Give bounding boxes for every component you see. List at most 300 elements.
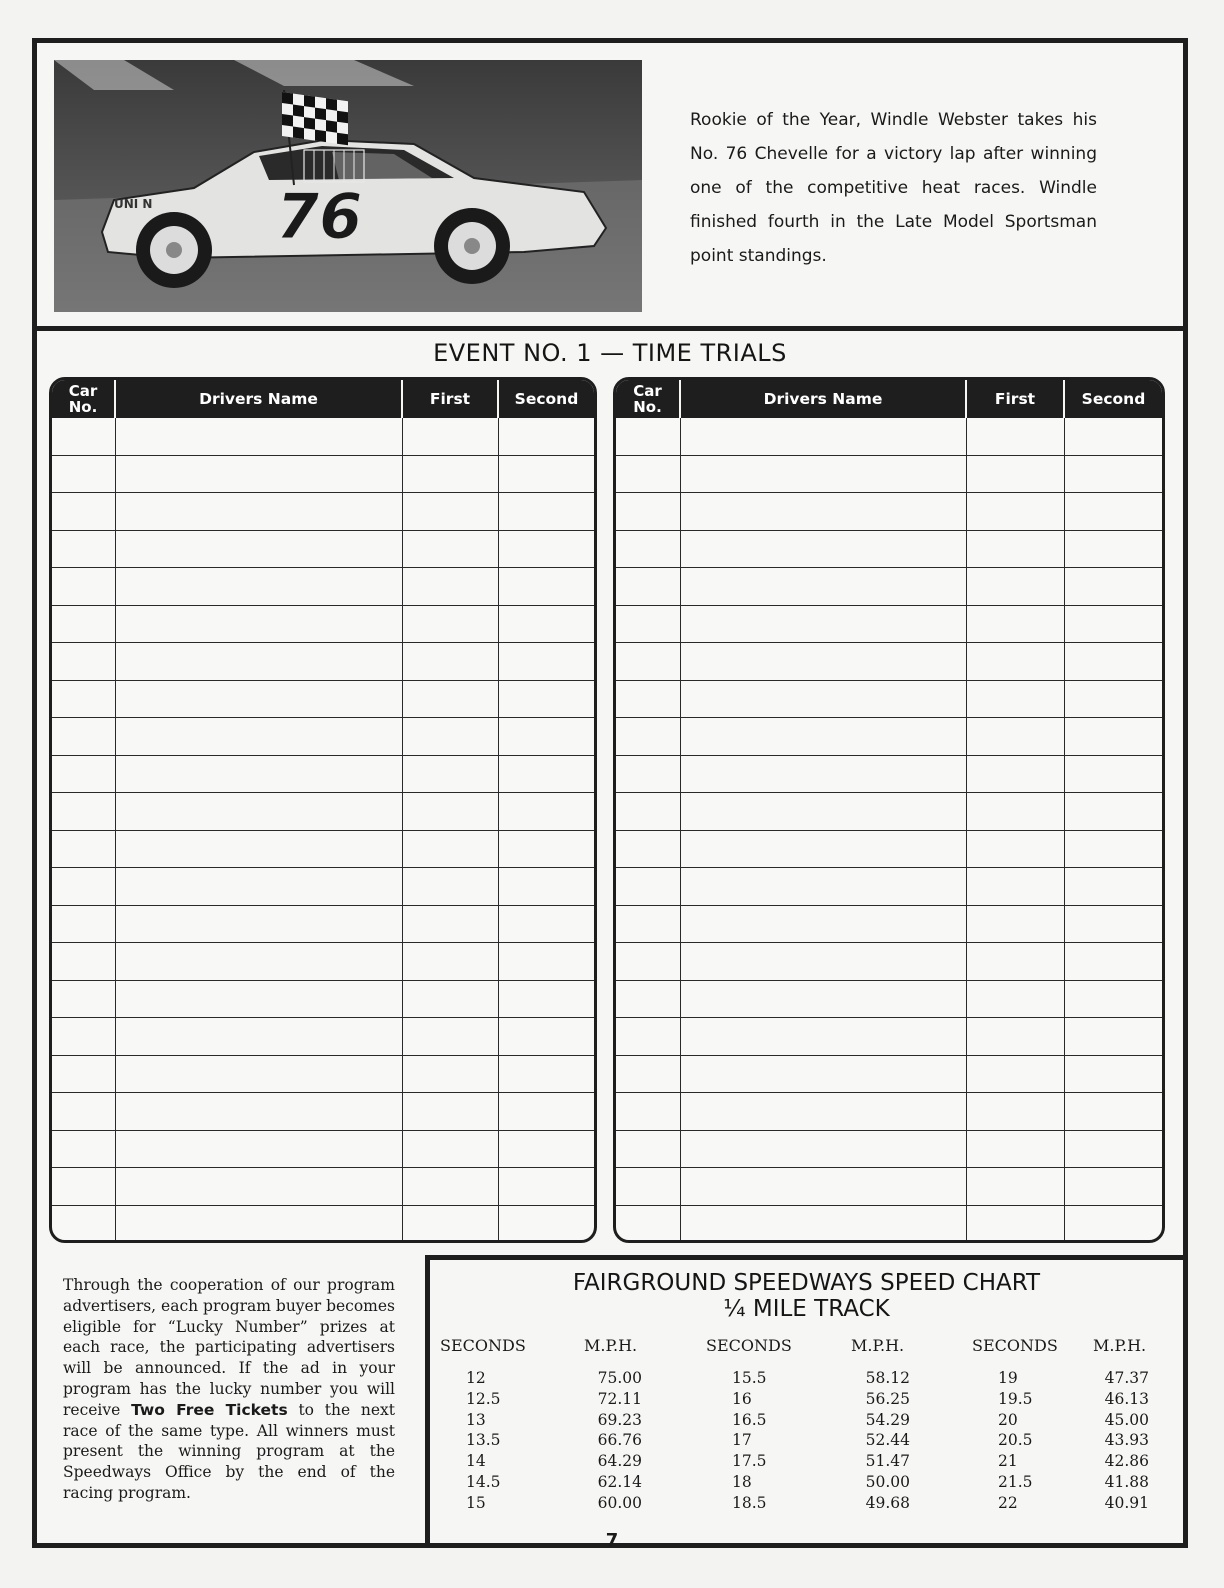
first-cell[interactable]: [967, 681, 1065, 718]
mph-column-1: [590, 1368, 642, 1514]
second-cell[interactable]: [1065, 1168, 1162, 1205]
speed-chart: [425, 1255, 1183, 1543]
car-no-cell[interactable]: [52, 456, 116, 493]
first-cell[interactable]: [403, 868, 499, 905]
table-row: [52, 981, 594, 1019]
car-no-cell[interactable]: [52, 418, 116, 455]
mph-value: 64.29: [597, 1452, 642, 1471]
drivers-name-cell[interactable]: [681, 568, 967, 605]
first-cell[interactable]: [403, 1018, 499, 1055]
drivers-name-cell[interactable]: [681, 718, 967, 755]
second-cell[interactable]: [1065, 943, 1162, 980]
first-cell[interactable]: [403, 568, 499, 605]
drivers-name-cell[interactable]: [681, 1056, 967, 1093]
car-no-cell[interactable]: [52, 643, 116, 680]
mph-value: 41.88: [1104, 1472, 1149, 1491]
first-cell[interactable]: [967, 868, 1065, 905]
table-row: [616, 568, 1162, 606]
time-trials-table-left: [49, 377, 597, 1243]
drivers-name-cell[interactable]: [116, 718, 403, 755]
mph-column-3: [1097, 1368, 1149, 1514]
seconds-value: 19: [998, 1369, 1018, 1387]
mph-value: 66.76: [597, 1431, 642, 1450]
second-cell[interactable]: [1065, 906, 1162, 943]
second-cell[interactable]: [1065, 681, 1162, 718]
drivers-name-cell[interactable]: [116, 1056, 403, 1093]
seconds-value: 17.5: [732, 1452, 767, 1471]
mph-value: 72.11: [597, 1389, 642, 1408]
first-cell[interactable]: [403, 643, 499, 680]
car-no-cell[interactable]: [52, 981, 116, 1018]
header-drivers-name: Drivers Name: [116, 380, 403, 418]
seconds-value: 12.5: [466, 1389, 501, 1408]
car-no-cell[interactable]: [616, 756, 681, 793]
drivers-name-cell[interactable]: [116, 681, 403, 718]
car-no-cell[interactable]: [616, 681, 681, 718]
first-cell[interactable]: [403, 606, 499, 643]
car-no-cell[interactable]: [616, 1018, 681, 1055]
drivers-name-cell[interactable]: [116, 606, 403, 643]
mph-value: 45.00: [1104, 1410, 1149, 1429]
car-no-cell[interactable]: [52, 1018, 116, 1055]
col-mph-header-2: M.P.H.: [851, 1336, 905, 1355]
first-cell[interactable]: [403, 1206, 499, 1244]
table-row: [616, 868, 1162, 906]
second-cell[interactable]: [1065, 1018, 1162, 1055]
first-cell[interactable]: [967, 981, 1065, 1018]
car-no-cell[interactable]: [52, 1093, 116, 1130]
drivers-name-cell[interactable]: [116, 756, 403, 793]
second-cell[interactable]: [499, 1018, 594, 1055]
header-first: First: [967, 380, 1065, 418]
seconds-value: 16: [732, 1389, 752, 1408]
drivers-name-cell[interactable]: [681, 1131, 967, 1168]
first-cell[interactable]: [403, 943, 499, 980]
table-row: [52, 568, 594, 606]
seconds-value: 13.5: [466, 1431, 501, 1450]
car-no-cell[interactable]: [616, 831, 681, 868]
table-row: [616, 756, 1162, 794]
second-cell[interactable]: [499, 1056, 594, 1093]
table-header: [52, 380, 594, 418]
table-row: [616, 793, 1162, 831]
second-cell[interactable]: [1065, 418, 1162, 455]
car-no-cell[interactable]: [616, 643, 681, 680]
car-no-cell[interactable]: [616, 943, 681, 980]
first-cell[interactable]: [967, 756, 1065, 793]
drivers-name-cell[interactable]: [116, 1206, 403, 1244]
mph-value: 52.44: [865, 1431, 910, 1450]
mph-value: 51.47: [865, 1452, 910, 1471]
car-no-cell[interactable]: [616, 606, 681, 643]
table-header: [616, 380, 1162, 418]
mph-value: 50.00: [865, 1472, 910, 1491]
car-no-cell[interactable]: [616, 1206, 681, 1244]
car-no-cell[interactable]: [616, 1168, 681, 1205]
seconds-value: 12: [466, 1369, 486, 1387]
first-cell[interactable]: [403, 793, 499, 830]
table-row: [616, 943, 1162, 981]
car-no-cell[interactable]: [616, 1131, 681, 1168]
table-body: [52, 418, 594, 1243]
second-cell[interactable]: [1065, 1131, 1162, 1168]
drivers-name-cell[interactable]: [681, 1206, 967, 1244]
seconds-value: 21.5: [998, 1472, 1033, 1491]
car-no-cell[interactable]: [616, 868, 681, 905]
first-cell[interactable]: [967, 606, 1065, 643]
drivers-name-cell[interactable]: [681, 606, 967, 643]
second-cell[interactable]: [499, 831, 594, 868]
car-no-cell[interactable]: [52, 756, 116, 793]
first-cell[interactable]: [403, 1168, 499, 1205]
first-cell[interactable]: [403, 1093, 499, 1130]
seconds-column-1: [466, 1368, 501, 1514]
mph-value: 43.93: [1104, 1431, 1149, 1450]
car-no-cell[interactable]: [616, 981, 681, 1018]
drivers-name-cell[interactable]: [116, 568, 403, 605]
first-cell[interactable]: [967, 568, 1065, 605]
first-cell[interactable]: [403, 418, 499, 455]
first-cell[interactable]: [403, 1131, 499, 1168]
first-cell[interactable]: [967, 1056, 1065, 1093]
seconds-value: 13: [466, 1410, 486, 1429]
table-row: [616, 1206, 1162, 1244]
table-row: [52, 456, 594, 494]
col-mph-header-3: M.P.H.: [1093, 1336, 1147, 1355]
col-seconds-header-1: SECONDS: [440, 1336, 526, 1355]
second-cell[interactable]: [499, 906, 594, 943]
second-cell[interactable]: [499, 981, 594, 1018]
first-cell[interactable]: [403, 756, 499, 793]
first-cell[interactable]: [403, 681, 499, 718]
mph-value: 47.37: [1104, 1369, 1149, 1387]
seconds-value: 19.5: [998, 1389, 1033, 1408]
table-row: [616, 493, 1162, 531]
drivers-name-cell[interactable]: [116, 868, 403, 905]
first-cell[interactable]: [967, 456, 1065, 493]
mph-value: 42.86: [1104, 1452, 1149, 1471]
table-row: [616, 643, 1162, 681]
first-cell[interactable]: [967, 1131, 1065, 1168]
mph-value: 60.00: [597, 1493, 642, 1512]
table-row: [52, 531, 594, 569]
seconds-value: 15: [466, 1493, 486, 1512]
mph-value: 62.14: [597, 1472, 642, 1491]
page-frame: [32, 38, 1188, 1548]
seconds-value: 20.5: [998, 1431, 1033, 1450]
second-cell[interactable]: [1065, 456, 1162, 493]
car-no-cell[interactable]: [52, 606, 116, 643]
car-door-text: UNI N: [114, 197, 153, 211]
table-body: [616, 418, 1162, 1243]
race-car-illustration: [54, 60, 642, 312]
seconds-value: 14.5: [466, 1472, 501, 1491]
table-row: [52, 1168, 594, 1206]
drivers-name-cell[interactable]: [681, 756, 967, 793]
first-cell[interactable]: [967, 418, 1065, 455]
first-cell[interactable]: [967, 1206, 1065, 1244]
table-row: [52, 868, 594, 906]
seconds-value: 20: [998, 1410, 1018, 1429]
car-no-cell[interactable]: [52, 943, 116, 980]
second-cell[interactable]: [499, 1206, 594, 1244]
drivers-name-cell[interactable]: [681, 906, 967, 943]
drivers-name-cell[interactable]: [681, 681, 967, 718]
header-car-no: Car No.: [616, 380, 681, 418]
drivers-name-cell[interactable]: [116, 531, 403, 568]
second-cell[interactable]: [1065, 981, 1162, 1018]
drivers-name-cell[interactable]: [681, 943, 967, 980]
drivers-name-cell[interactable]: [116, 906, 403, 943]
first-cell[interactable]: [967, 1093, 1065, 1130]
car-no-cell[interactable]: [616, 568, 681, 605]
seconds-value: 22: [998, 1493, 1018, 1512]
seconds-column-3: [998, 1368, 1033, 1514]
second-cell[interactable]: [499, 531, 594, 568]
car-no-cell[interactable]: [52, 1168, 116, 1205]
drivers-name-cell[interactable]: [116, 981, 403, 1018]
lucky-number-section: [37, 1257, 425, 1543]
header-second: Second: [514, 390, 579, 408]
drivers-name-cell[interactable]: [681, 793, 967, 830]
table-row: [52, 906, 594, 944]
first-cell[interactable]: [967, 1018, 1065, 1055]
first-cell[interactable]: [967, 943, 1065, 980]
header-first: First: [403, 380, 499, 418]
table-row: [616, 981, 1162, 1019]
lucky-number-bold: Two Free Tickets: [131, 1400, 288, 1419]
seconds-value: 14: [466, 1452, 486, 1471]
car-no-cell[interactable]: [616, 531, 681, 568]
car-no-cell[interactable]: [52, 568, 116, 605]
first-cell[interactable]: [403, 493, 499, 530]
drivers-name-cell[interactable]: [116, 418, 403, 455]
table-row: [616, 718, 1162, 756]
table-row: [616, 418, 1162, 456]
mph-value: 69.23: [597, 1410, 642, 1429]
race-car-photo: [54, 60, 642, 312]
first-cell[interactable]: [967, 493, 1065, 530]
first-cell[interactable]: [403, 1056, 499, 1093]
col-mph-header-1: M.P.H.: [584, 1336, 638, 1355]
table-row: [52, 643, 594, 681]
col-seconds-header-3: SECONDS: [972, 1336, 1058, 1355]
first-cell[interactable]: [967, 718, 1065, 755]
second-cell[interactable]: [499, 681, 594, 718]
seconds-value: 16.5: [732, 1410, 767, 1429]
table-row: [616, 1093, 1162, 1131]
car-no-cell[interactable]: [616, 418, 681, 455]
car-no-cell[interactable]: [616, 793, 681, 830]
drivers-name-cell[interactable]: [681, 868, 967, 905]
table-row: [616, 531, 1162, 569]
car-no-cell[interactable]: [52, 681, 116, 718]
seconds-value: 18: [732, 1472, 752, 1491]
mph-value: 54.29: [865, 1410, 910, 1429]
header-second: Second: [1081, 390, 1146, 408]
drivers-name-cell[interactable]: [681, 831, 967, 868]
header-drivers-name: Drivers Name: [681, 380, 967, 418]
first-cell[interactable]: [967, 793, 1065, 830]
mph-column-2: [858, 1368, 910, 1514]
table-row: [52, 1056, 594, 1094]
second-cell[interactable]: [499, 1093, 594, 1130]
drivers-name-cell[interactable]: [681, 1168, 967, 1205]
second-cell[interactable]: [499, 643, 594, 680]
table-row: [52, 681, 594, 719]
second-cell[interactable]: [499, 418, 594, 455]
seconds-value: 18.5: [732, 1493, 767, 1512]
second-cell[interactable]: [1065, 493, 1162, 530]
table-row: [52, 1093, 594, 1131]
second-cell[interactable]: [1065, 831, 1162, 868]
second-cell[interactable]: [499, 868, 594, 905]
car-no-cell[interactable]: [52, 868, 116, 905]
car-no-cell[interactable]: [616, 456, 681, 493]
second-cell[interactable]: [1065, 1206, 1162, 1244]
drivers-name-cell[interactable]: [116, 493, 403, 530]
second-cell[interactable]: [499, 493, 594, 530]
first-cell[interactable]: [967, 643, 1065, 680]
seconds-value: 21: [998, 1452, 1018, 1471]
second-cell[interactable]: [499, 606, 594, 643]
table-row: [52, 1206, 594, 1244]
mph-value: 58.12: [865, 1369, 910, 1387]
table-row: [616, 831, 1162, 869]
seconds-column-2: [732, 1368, 767, 1514]
car-no-cell[interactable]: [52, 906, 116, 943]
header-car-no: Car No.: [52, 380, 116, 418]
table-row: [52, 831, 594, 869]
first-cell[interactable]: [403, 718, 499, 755]
mph-value: 40.91: [1104, 1493, 1149, 1512]
drivers-name-cell[interactable]: [681, 456, 967, 493]
table-row: [616, 1056, 1162, 1094]
table-row: [52, 1131, 594, 1169]
first-cell[interactable]: [967, 831, 1065, 868]
table-row: [616, 906, 1162, 944]
drivers-name-cell[interactable]: [116, 643, 403, 680]
first-cell[interactable]: [967, 531, 1065, 568]
second-cell[interactable]: [1065, 756, 1162, 793]
table-row: [616, 1018, 1162, 1056]
drivers-name-cell[interactable]: [116, 1131, 403, 1168]
table-row: [616, 1168, 1162, 1206]
second-cell[interactable]: [1065, 718, 1162, 755]
table-row: [616, 456, 1162, 494]
car-number-decal: 76: [276, 180, 363, 253]
drivers-name-cell[interactable]: [681, 1018, 967, 1055]
table-row: [52, 606, 594, 644]
seconds-value: 17: [732, 1431, 752, 1450]
second-cell[interactable]: [1065, 606, 1162, 643]
first-cell[interactable]: [967, 906, 1065, 943]
drivers-name-cell[interactable]: [116, 1093, 403, 1130]
first-cell[interactable]: [403, 906, 499, 943]
car-no-cell[interactable]: [52, 831, 116, 868]
mph-value: 75.00: [597, 1369, 642, 1387]
drivers-name-cell[interactable]: [681, 981, 967, 1018]
first-cell[interactable]: [967, 1168, 1065, 1205]
second-cell[interactable]: [1065, 868, 1162, 905]
table-row: [52, 493, 594, 531]
drivers-name-cell[interactable]: [681, 1093, 967, 1130]
event-title: EVENT NO. 1 — TIME TRIALS: [433, 339, 787, 367]
speed-chart-title: FAIRGROUND SPEEDWAYS SPEED CHART ¼ MILE TRACK: [572, 1270, 1041, 1322]
second-cell[interactable]: [1065, 1093, 1162, 1130]
drivers-name-cell[interactable]: [681, 643, 967, 680]
page-number: 7: [605, 1530, 619, 1551]
mph-value: 56.25: [865, 1389, 910, 1408]
drivers-name-cell[interactable]: [116, 793, 403, 830]
table-row: [616, 606, 1162, 644]
drivers-name-cell[interactable]: [116, 943, 403, 980]
table-row: [616, 681, 1162, 719]
table-row: [52, 756, 594, 794]
car-no-cell[interactable]: [52, 718, 116, 755]
second-cell[interactable]: [499, 456, 594, 493]
second-cell[interactable]: [1065, 1056, 1162, 1093]
second-cell[interactable]: [499, 943, 594, 980]
second-cell[interactable]: [499, 1131, 594, 1168]
first-cell[interactable]: [403, 981, 499, 1018]
car-no-cell[interactable]: [52, 793, 116, 830]
table-row: [52, 718, 594, 756]
photo-caption: Rookie of the Year, Windle Webster takes his No. 76 Chevelle for a victory lap after winning one of the competitive heat races. Windle finished fourth in the Late Model Sportsman point standings.: [690, 110, 1097, 266]
drivers-name-cell[interactable]: [681, 493, 967, 530]
second-cell[interactable]: [1065, 643, 1162, 680]
car-no-cell[interactable]: [616, 1056, 681, 1093]
seconds-value: 15.5: [732, 1369, 767, 1387]
first-cell[interactable]: [403, 831, 499, 868]
car-no-cell[interactable]: [616, 906, 681, 943]
second-cell[interactable]: [499, 793, 594, 830]
car-no-cell[interactable]: [616, 493, 681, 530]
photo-caption-section: [37, 43, 1183, 331]
drivers-name-cell[interactable]: [116, 1168, 403, 1205]
table-row: [52, 943, 594, 981]
second-cell[interactable]: [499, 1168, 594, 1205]
second-cell[interactable]: [499, 756, 594, 793]
second-cell[interactable]: [1065, 793, 1162, 830]
second-cell[interactable]: [1065, 568, 1162, 605]
car-no-cell[interactable]: [616, 718, 681, 755]
drivers-name-cell[interactable]: [116, 1018, 403, 1055]
car-no-cell[interactable]: [616, 1093, 681, 1130]
car-no-cell[interactable]: [52, 1131, 116, 1168]
drivers-name-cell[interactable]: [681, 531, 967, 568]
car-no-cell[interactable]: [52, 1056, 116, 1093]
mph-value: 49.68: [865, 1493, 910, 1512]
second-cell[interactable]: [499, 718, 594, 755]
car-no-cell[interactable]: [52, 493, 116, 530]
time-trials-table-right: [613, 377, 1165, 1243]
first-cell[interactable]: [403, 456, 499, 493]
drivers-name-cell[interactable]: [116, 831, 403, 868]
table-row: [616, 1131, 1162, 1169]
second-cell[interactable]: [499, 568, 594, 605]
lucky-number-text: Through the cooperation of our program advertisers, each program buyer becomes eligible for “Lucky Number” prizes at each race, the participating advertisers will be announced. If the ad in your program has the lucky number you will receive Two Free Tickets to the next race of the same type. All winners must present the winning program at the Speedways Office by the end of the racing program.: [63, 1276, 396, 1502]
first-cell[interactable]: [403, 531, 499, 568]
table-row: [52, 793, 594, 831]
second-cell[interactable]: [1065, 531, 1162, 568]
car-no-cell[interactable]: [52, 531, 116, 568]
drivers-name-cell[interactable]: [116, 456, 403, 493]
col-seconds-header-2: SECONDS: [706, 1336, 792, 1355]
table-row: [52, 1018, 594, 1056]
car-no-cell[interactable]: [52, 1206, 116, 1244]
drivers-name-cell[interactable]: [681, 418, 967, 455]
